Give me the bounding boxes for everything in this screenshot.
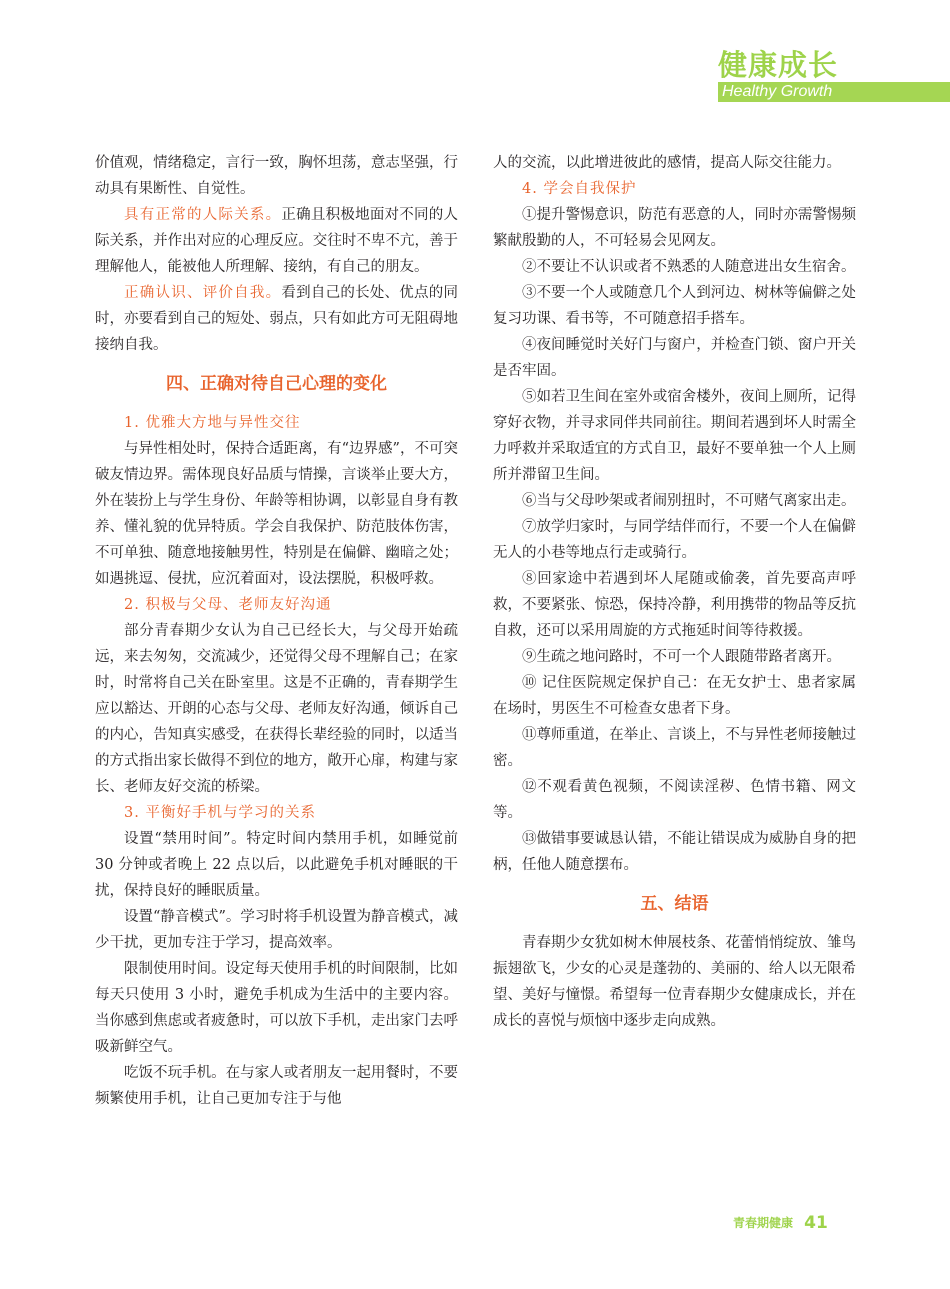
list-item: ⑩ 记住医院规定保护自己：在无女护士、患者家属在场时，男医生不可检查女患者下身。 [493, 675, 856, 717]
list-item: ①提升警惕意识，防范有恶意的人，同时亦需警惕频繁献殷勤的人，不可轻易会见网友。 [493, 207, 856, 249]
subsection-heading: 2. 积极与父母、老师友好沟通 [124, 597, 332, 613]
column-subtitle: Healthy Growth [718, 82, 950, 102]
column-title: 健康成长 [718, 48, 839, 82]
column-brand [718, 48, 950, 102]
subsection-heading: 4. 学会自我保护 [522, 181, 637, 197]
paragraph: 部分青春期少女认为自己已经长大，与父母开始疏远，来去匆匆，交流减少，还觉得父母不理解自己；在家时，时常将自己关在卧室里。这是不正确的，青春期学生应以豁达、开朗的心态与父母、老师友好沟通，倾诉自己的内心，告知真实感受，在获得长辈经验的同时，以适当的方式指出家长做得不到位的地方，敞开心扉，构建与家长、老师友好交流的桥梁。 [95, 623, 458, 795]
paragraph: 设置“静音模式”。学习时将手机设置为静音模式，减少干扰，更加专注于学习，提高效率。 [95, 909, 458, 951]
section-heading: 四、正确对待自己心理的变化 [166, 374, 387, 394]
page-number: 41 [804, 1212, 828, 1233]
inline-heading: 正确认识、评价自我。 [124, 285, 282, 301]
magazine-name: 青春期健康 [733, 1216, 794, 1230]
right-column [493, 150, 856, 1034]
page-footer [733, 1212, 828, 1233]
left-column [95, 150, 458, 1112]
paragraph: 设置“禁用时间”。特定时间内禁用手机，如睡觉前 30 分钟或者晚上 22 点以后，以此避免手机对睡眠的干扰，保持良好的睡眠质量。 [95, 831, 458, 899]
subsection-heading: 1. 优雅大方地与异性交往 [124, 415, 301, 431]
inline-heading: 具有正常的人际关系。 [124, 207, 282, 223]
list-item: ⑥当与父母吵架或者闹别扭时，不可赌气离家出走。 [522, 493, 856, 509]
list-item: ⑪尊师重道，在举止、言谈上，不与异性老师接触过密。 [493, 727, 856, 769]
paragraph [95, 280, 458, 358]
list-item: ②不要让不认识或者不熟悉的人随意进出女生宿舍。 [522, 259, 856, 275]
paragraph: 人的交流，以此增进彼此的感情，提高人际交往能力。 [493, 155, 841, 171]
paragraph-text: 正确且积极地面对不同的人际关系，并作出对应的心理反应。交往时不卑不亢，善于理解他人，能被他人所理解、接纳，有自己的朋友。 [95, 207, 459, 275]
paragraph: 吃饭不玩手机。在与家人或者朋友一起用餐时，不要频繁使用手机，让自己更加专注于与他 [95, 1065, 458, 1107]
list-item: ⑬做错事要诚恳认错，不能让错误成为威胁自身的把柄，任他人随意摆布。 [493, 831, 856, 873]
paragraph-text: 看到自己的长处、优点的同时，亦要看到自己的短处、弱点，只有如此方可无阻碍地接纳自我。 [95, 285, 459, 353]
paragraph: 价值观，情绪稳定，言行一致，胸怀坦荡，意志坚强，行动具有果断性、自觉性。 [95, 155, 458, 197]
list-item: ③不要一个人或随意几个人到河边、树林等偏僻之处复习功课、看书等，不可随意招手搭车。 [493, 285, 856, 327]
paragraph: 限制使用时间。设定每天使用手机的时间限制，比如每天只使用 3 小时，避免手机成为生活中的主要内容。当你感到焦虑或者疲惫时，可以放下手机，走出家门去呼吸新鲜空气。 [95, 961, 458, 1055]
paragraph [95, 202, 458, 280]
list-item: ⑫不观看黄色视频，不阅读淫秽、色情书籍、网文等。 [493, 779, 856, 821]
paragraph: 青春期少女犹如树木伸展枝条、花蕾悄悄绽放、雏鸟振翅欲飞，少女的心灵是蓬勃的、美丽的、给人以无限希望、美好与憧憬。希望每一位青春期少女健康成长，并在成长的喜悦与烦恼中逐步走向成熟。 [493, 935, 856, 1029]
list-item: ⑧回家途中若遇到坏人尾随或偷袭，首先要高声呼救，不要紧张、惊恐，保持冷静，利用携带的物品等反抗自救，还可以采用周旋的方式拖延时间等待救援。 [493, 571, 856, 639]
subsection-heading: 3. 平衡好手机与学习的关系 [124, 805, 316, 821]
list-item: ⑨生疏之地问路时，不可一个人跟随带路者离开。 [522, 649, 841, 665]
paragraph: 与异性相处时，保持合适距离，有“边界感”，不可突破友情边界。需体现良好品质与情操，言谈举止要大方，外在装扮上与学生身份、年龄等相协调，以彰显自身有教养、懂礼貌的优异特质。学会自我保护、防范肢体伤害，不可单独、随意地接触男性，特别是在偏僻、幽暗之处；如遇挑逗、侵扰，应沉着面对，设法摆脱，积极呼救。 [95, 441, 458, 587]
list-item: ④夜间睡觉时关好门与窗户，并检查门锁、窗户开关是否牢固。 [493, 337, 856, 379]
list-item: ⑤如若卫生间在室外或宿舍楼外，夜间上厕所，记得穿好衣物，并寻求同伴共同前往。期间若遇到坏人时需全力呼救并采取适宜的方式自卫，最好不要单独一个人上厕所并滞留卫生间。 [493, 389, 856, 483]
section-heading: 五、结语 [640, 894, 709, 914]
list-item: ⑦放学归家时，与同学结伴而行，不要一个人在偏僻无人的小巷等地点行走或骑行。 [493, 519, 856, 561]
